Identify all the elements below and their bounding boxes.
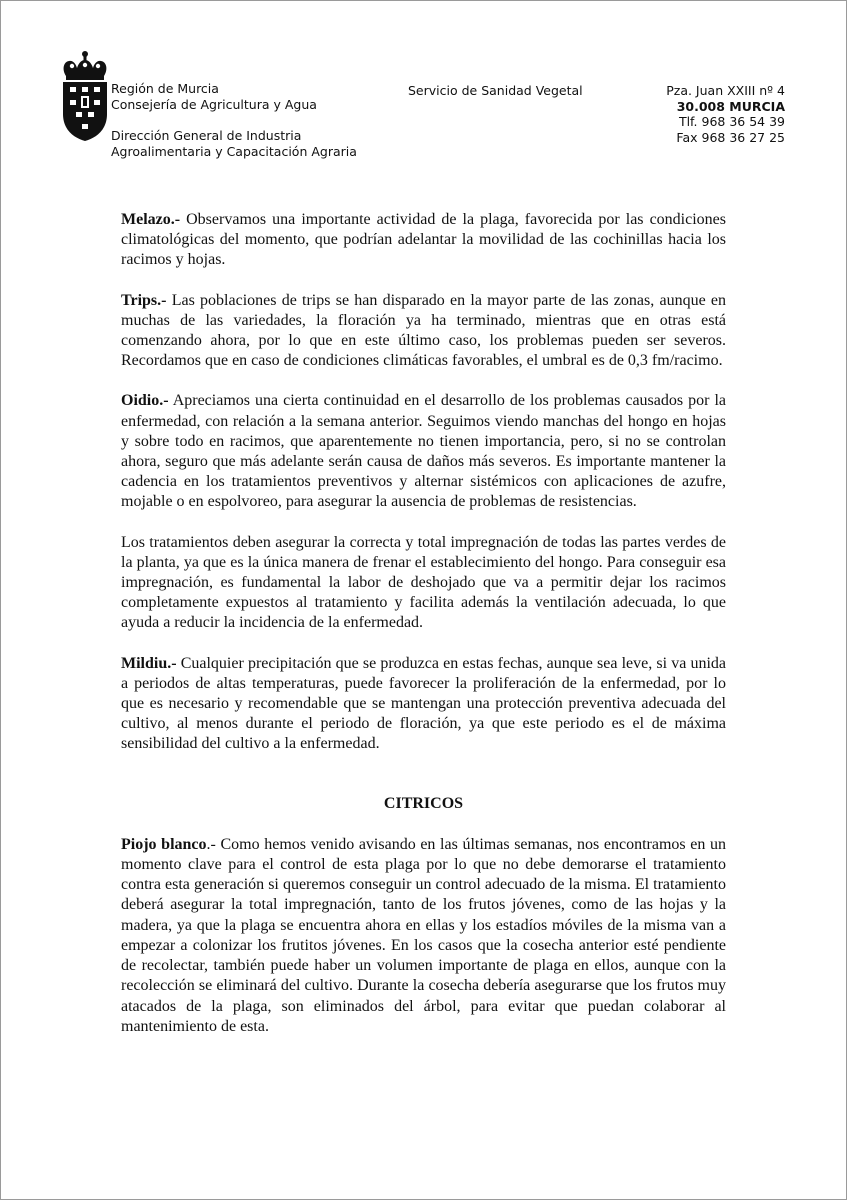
paragraph-melazo — [121, 210, 726, 271]
paragraph-text: Las poblaciones de trips se han disparado en la mayor parte de las zonas, aunque en muchas de las variedades, la floración ya ha terminado, mientras que en otras está comenzando ahora, por lo que en este último caso, los problemas pueden ser severos. Recordamos que en caso de condiciones climáticas favorables, el umbral es de 0,3 fm/racimo. — [121, 291, 726, 370]
document-body — [121, 210, 726, 1057]
region-name: Región de Murcia — [111, 81, 219, 96]
header-organization — [111, 81, 317, 112]
paragraph-text: Observamos una importante actividad de la plaga, favorecida por las condiciones climatológicas del momento, que podrían adelantar la movilidad de las cochinillas hacia los racimos y hojas. — [121, 211, 726, 269]
fax: Fax 968 36 27 25 — [676, 129, 785, 145]
header-servicio — [408, 83, 583, 99]
paragraph-text: Cualquier precipitación que se produzca en estas fechas, aunque sea leve, si va unida a periodos de altas temperaturas, puede favorecer la proliferación de la enfermedad, por lo que es necesario y recomendable que se mantengan una protección preventiva adecuada del cultivo, al menos durante el periodo de floración, ya que este periodo es el de máxima sensibilidad del cultivo a la enfermedad. — [121, 654, 726, 753]
paragraph-label: Oidio.- — [121, 392, 169, 410]
address: Pza. Juan XXIII nº 4 — [666, 83, 785, 98]
paragraph-mildiu — [121, 654, 726, 755]
paragraph-text: Los tratamientos deben asegurar la correcta y total impregnación de todas las partes verdes de la planta, ya que es la única manera de frenar el establecimiento del hongo. Para conseguir esa impregnación, es fundamental la labor de deshojado que va a permitir dejar los racimos completamente expuestos al tratamiento y facilita además la ventilación adecuada, lo que ayuda a reducir la incidencia de la enfermedad. — [121, 533, 726, 632]
paragraph-oidio — [121, 391, 726, 512]
paragraph-trips — [121, 291, 726, 372]
phone: Tlf. 968 36 54 39 — [678, 114, 785, 129]
header-direccion — [111, 128, 357, 159]
consejeria-name: Consejería de Agricultura y Agua — [111, 96, 317, 112]
section-title-citricos: CITRICOS — [383, 794, 464, 812]
murcia-coat-of-arms-icon — [60, 50, 110, 142]
paragraph-tratamientos — [121, 533, 726, 634]
direccion-line-2: Agroalimentaria y Capacitación Agraria — [111, 143, 357, 159]
paragraph-label: Piojo blanco — [121, 835, 207, 853]
paragraph-label: Trips.- — [121, 291, 167, 309]
servicio-name: Servicio de Sanidad Vegetal — [408, 83, 583, 98]
paragraph-text: Apreciamos una cierta continuidad en el desarrollo de los problemas causados por la enfermedad, con relación a la semana anterior. Seguimos viendo manchas del hongo en hojas y sobre todo en racimos, que aparentemente no tienen importancia, pero, si no se controlan ahora, seguro que más adelante serán causa de daños más severos. Es importante mantener la cadencia en los tratamientos preventivos y alternar sistémicos con aplicaciones de azufre, mojable o en espolvoreo, para asegurar la ausencia de problemas de resistencias. — [121, 392, 726, 511]
header-contact — [666, 83, 785, 145]
direccion-line-1: Dirección General de Industria — [111, 128, 302, 143]
city: 30.008 MURCIA — [676, 98, 785, 114]
paragraph-label: Melazo.- — [121, 211, 181, 228]
paragraph-text: .- Como hemos venido avisando en las últimas semanas, nos encontramos en un momento clave para el control de esta plaga por lo que no debe demorarse el tratamiento contra esta generación si queremos conseguir un control adecuado de la misma. El tratamiento deberá asegurar la total impregnación, tanto de los frutos jóvenes, como de las hojas y la madera, ya que la plaga se encuentra ahora en ellas y los estadíos móviles de la misma van a empezar a colonizar los frutitos jóvenes. En los casos que la cosecha anterior esté pendiente de recolectar, también puede haber un volumen importante de plaga en ellos, aunque con la recolección se eliminará del cultivo. Durante la cosecha debería asegurarse que los frutos muy atacados de la plaga, son eliminados del árbol, para evitar que puedan colaborar al mantenimiento de esta. — [121, 835, 727, 1035]
paragraph-piojo-blanco — [121, 835, 726, 1037]
paragraph-label: Mildiu.- — [121, 654, 177, 672]
